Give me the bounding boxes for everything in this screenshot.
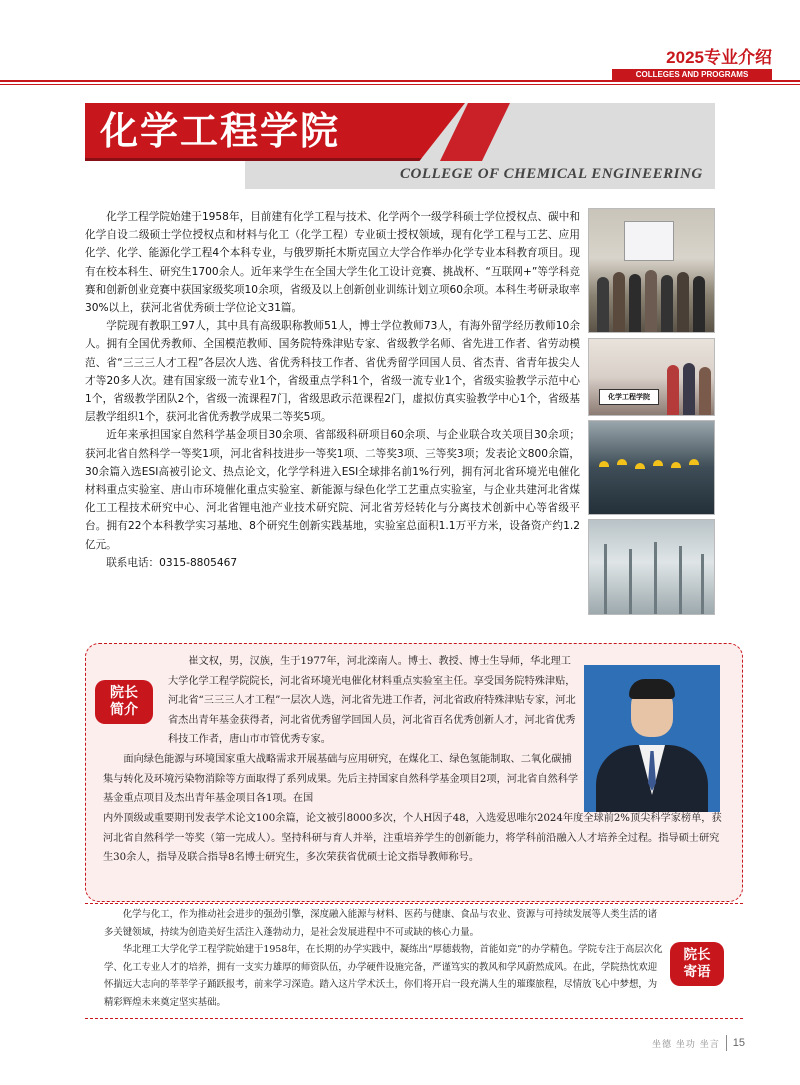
intro-paragraph: 化学工程学院始建于1958年，目前建有化学工程与技术、化学两个一级学科硕士学位授权点、碳中和化学自设二级硕士学位授权点和材料与化工（化学工程）专业硕士授权领域，现有化学工程与工艺、应用化学、化学、能源化学工程4个本科专业，与俄罗斯托木斯克国立大学合作举办化学专业本科教育项目。现有在校本科生、研究生1700余人。近年来学生在全国大学生化工设计竞赛、挑战杯、“互联网+”等学科竞赛和创新创业竞赛中获国家级奖项10余项，省级及以上创新创业训练计划立项60余项。本科生考研录取率30%以上，获河北省优秀硕士学位论文31篇。 xyxy=(85,211,580,315)
brand-title: 2025专业介绍 xyxy=(666,48,772,67)
intro-paragraph: 学院现有教职工97人，其中具有高级职称教师51人，博士学位教师73人，有海外留学经历教师10余人。拥有全国优秀教师、全国模范教师、国务院特殊津贴专家、省级教学名师、省先进工作者、省劳动模范、省“三三三人才工程”各层次人选、省优秀科技工作者、省优秀留学回国人员、省杰青、省青年拔尖人才等20多人次。建有国家级一流专业1个，省级重点学科1个，省级一流专业1个，省级实验教学示范中心1个，省级教学团队2个，省级一流课程7门，省级思政示范课程2门，虚拟仿真实验教学中心1个，省级基层教学组织1个，获河北省优秀教学成果二等奖5项。 xyxy=(85,320,580,424)
college-intro xyxy=(85,208,580,572)
dean-tag-line: 简介 xyxy=(110,702,138,718)
message-tag-line: 院长 xyxy=(683,947,711,963)
college-title-cn: 化学工程学院 xyxy=(100,109,341,153)
helmet xyxy=(653,460,663,466)
portrait-hair xyxy=(629,679,675,699)
person-figure xyxy=(661,275,673,332)
helmet xyxy=(617,459,627,465)
lab-rack xyxy=(701,554,704,614)
header-rule xyxy=(0,80,800,82)
person-figure xyxy=(683,363,695,415)
photo-laboratory xyxy=(588,519,715,615)
lab-rack xyxy=(604,544,607,614)
dean-bio: 崔文权，男，汉族，生于1977年，河北滦南人。博士、教授、博士生导师，华北理工大学化学工程学院院长，河北省环境光电催化材料重点实验室主任。享受国务院特殊津贴，河北省“三三三人才工程”一层次人选，河北省先进工作者，河北省政府特殊津贴专家，河北省杰出青年基金获得者，河北省优秀留学回国人员，河北省百名优秀创新人才，河北省优秀科技工作者，唐山市市管优秀专家。 xyxy=(168,656,576,746)
person-figure xyxy=(693,276,705,332)
person-figure xyxy=(597,277,609,332)
helmet xyxy=(599,461,609,467)
intro-paragraph: 近年来承担国家自然科学基金项目30余项、省部级科研项目60余项、与企业联合攻关项目30余项；获河北省自然科学一等奖1项，河北省科技进步一等奖1项、二等奖3项、三等奖3项；发表论文800余篇，30余篇入选ESI高被引论文、热点论文，化学学科进入ESI全球排名前1%行列，拥有河北省环境光电催化材料重点实验室、唐山市环境催化重点实验室、新能源与绿色化学工艺重点实验室，与企业共建河北省煤化工工程技术研究中心、河北省锂电池产业技术研究院、河北省芳烃转化与分离技术创新中心等省级平台。拥有22个本科教学实习基地、8个研究生创新实践基地，实验室总面积1.1万平方米，设备资产约1.2亿元。 xyxy=(85,429,580,551)
page-number: 15 xyxy=(732,1037,745,1049)
helmet xyxy=(689,459,699,465)
person-figure xyxy=(677,272,689,332)
college-sign: 化学工程学院 xyxy=(599,389,659,405)
message-paragraph: 华北理工大学化学工程学院始建于1958年，在长期的办学实践中，凝练出“厚德载物，首能如竞”的办学精色。学院专注于高层次化学、化工专业人才的培养，拥有一支实力雄厚的师资队伍，办学硬件设施完备，严谨笃实的教风和学风蔚然成风。在此，学院热忱欢迎怀揣远大志向的莘莘学子踊跃报考，前来学习深造。踏入这片学术沃土，你们将开启一段充满人生的璀璨旅程，尽情放飞心中梦想，为精彩辉煌未来奠定坚实基础。 xyxy=(104,944,663,1008)
helmet xyxy=(671,462,681,468)
dean-tag-line: 院长 xyxy=(110,685,138,701)
footer-divider xyxy=(726,1035,727,1051)
person-figure xyxy=(613,272,625,332)
dean-research-cont: 内外顶级或重要期刊发表学术论文100余篇，论文被引8000多次，个人H因子48，入选爱思唯尔2024年度全球前2%顶尖科学家榜单，获河北省自然科学一等奖（第一完成人）。坚持科研与育人并举，注重培养学生的创新能力，将学科前沿融入人才培养全过程。指导硕士研究生30余人，指导及联合指导8名博士研究生，多次荣获省优硕士论文指导教师称号。 xyxy=(103,813,722,864)
intro-contact: 联系电话：0315-8805467 xyxy=(106,556,238,569)
helmet xyxy=(635,463,645,469)
footer-motto: 坐德 坐功 坐言 xyxy=(652,1039,720,1050)
lab-rack xyxy=(654,542,657,614)
header-brand xyxy=(612,48,772,81)
college-title-en: COLLEGE OF CHEMICAL ENGINEERING xyxy=(400,166,703,182)
projection-screen xyxy=(624,221,674,261)
lab-rack xyxy=(679,546,682,614)
dean-message xyxy=(104,906,664,1011)
photo-conference xyxy=(588,208,715,333)
message-tag-line: 寄语 xyxy=(683,964,711,980)
dean-message-tag xyxy=(670,942,724,986)
dean-portrait xyxy=(584,665,720,812)
person-figure xyxy=(699,367,711,415)
lab-rack xyxy=(629,549,632,614)
photo-award-ceremony xyxy=(588,338,715,416)
person-figure xyxy=(645,270,657,332)
message-paragraph: 化学与化工，作为推动社会进步的强劲引擎，深度融入能源与材料、医药与健康、食品与农业、资源与可持续发展等人类生活的诸多关键领域，持续为创造美好生活注入蓬勃动力，是社会发展进程中不可或缺的核心力量。 xyxy=(104,909,658,938)
person-figure xyxy=(629,274,641,332)
brand-subtitle: COLLEGES AND PROGRAMS xyxy=(612,69,772,81)
photo-plant-visit xyxy=(588,420,715,515)
header-rule-thin xyxy=(0,84,800,85)
page-footer xyxy=(652,1035,745,1051)
dean-research: 面向绿色能源与环境国家重大战略需求开展基础与应用研究，在煤化工、绿色氢能制取、二氧化碳捕集与转化及环境污染物消除等方面取得了系列成果。先后主持国家自然科学基金项目2项，河北省自然科学基金重点项目及杰出青年基金项目各1项。在国 xyxy=(103,754,579,805)
person-figure xyxy=(667,365,679,415)
dean-intro-tag xyxy=(95,680,153,724)
